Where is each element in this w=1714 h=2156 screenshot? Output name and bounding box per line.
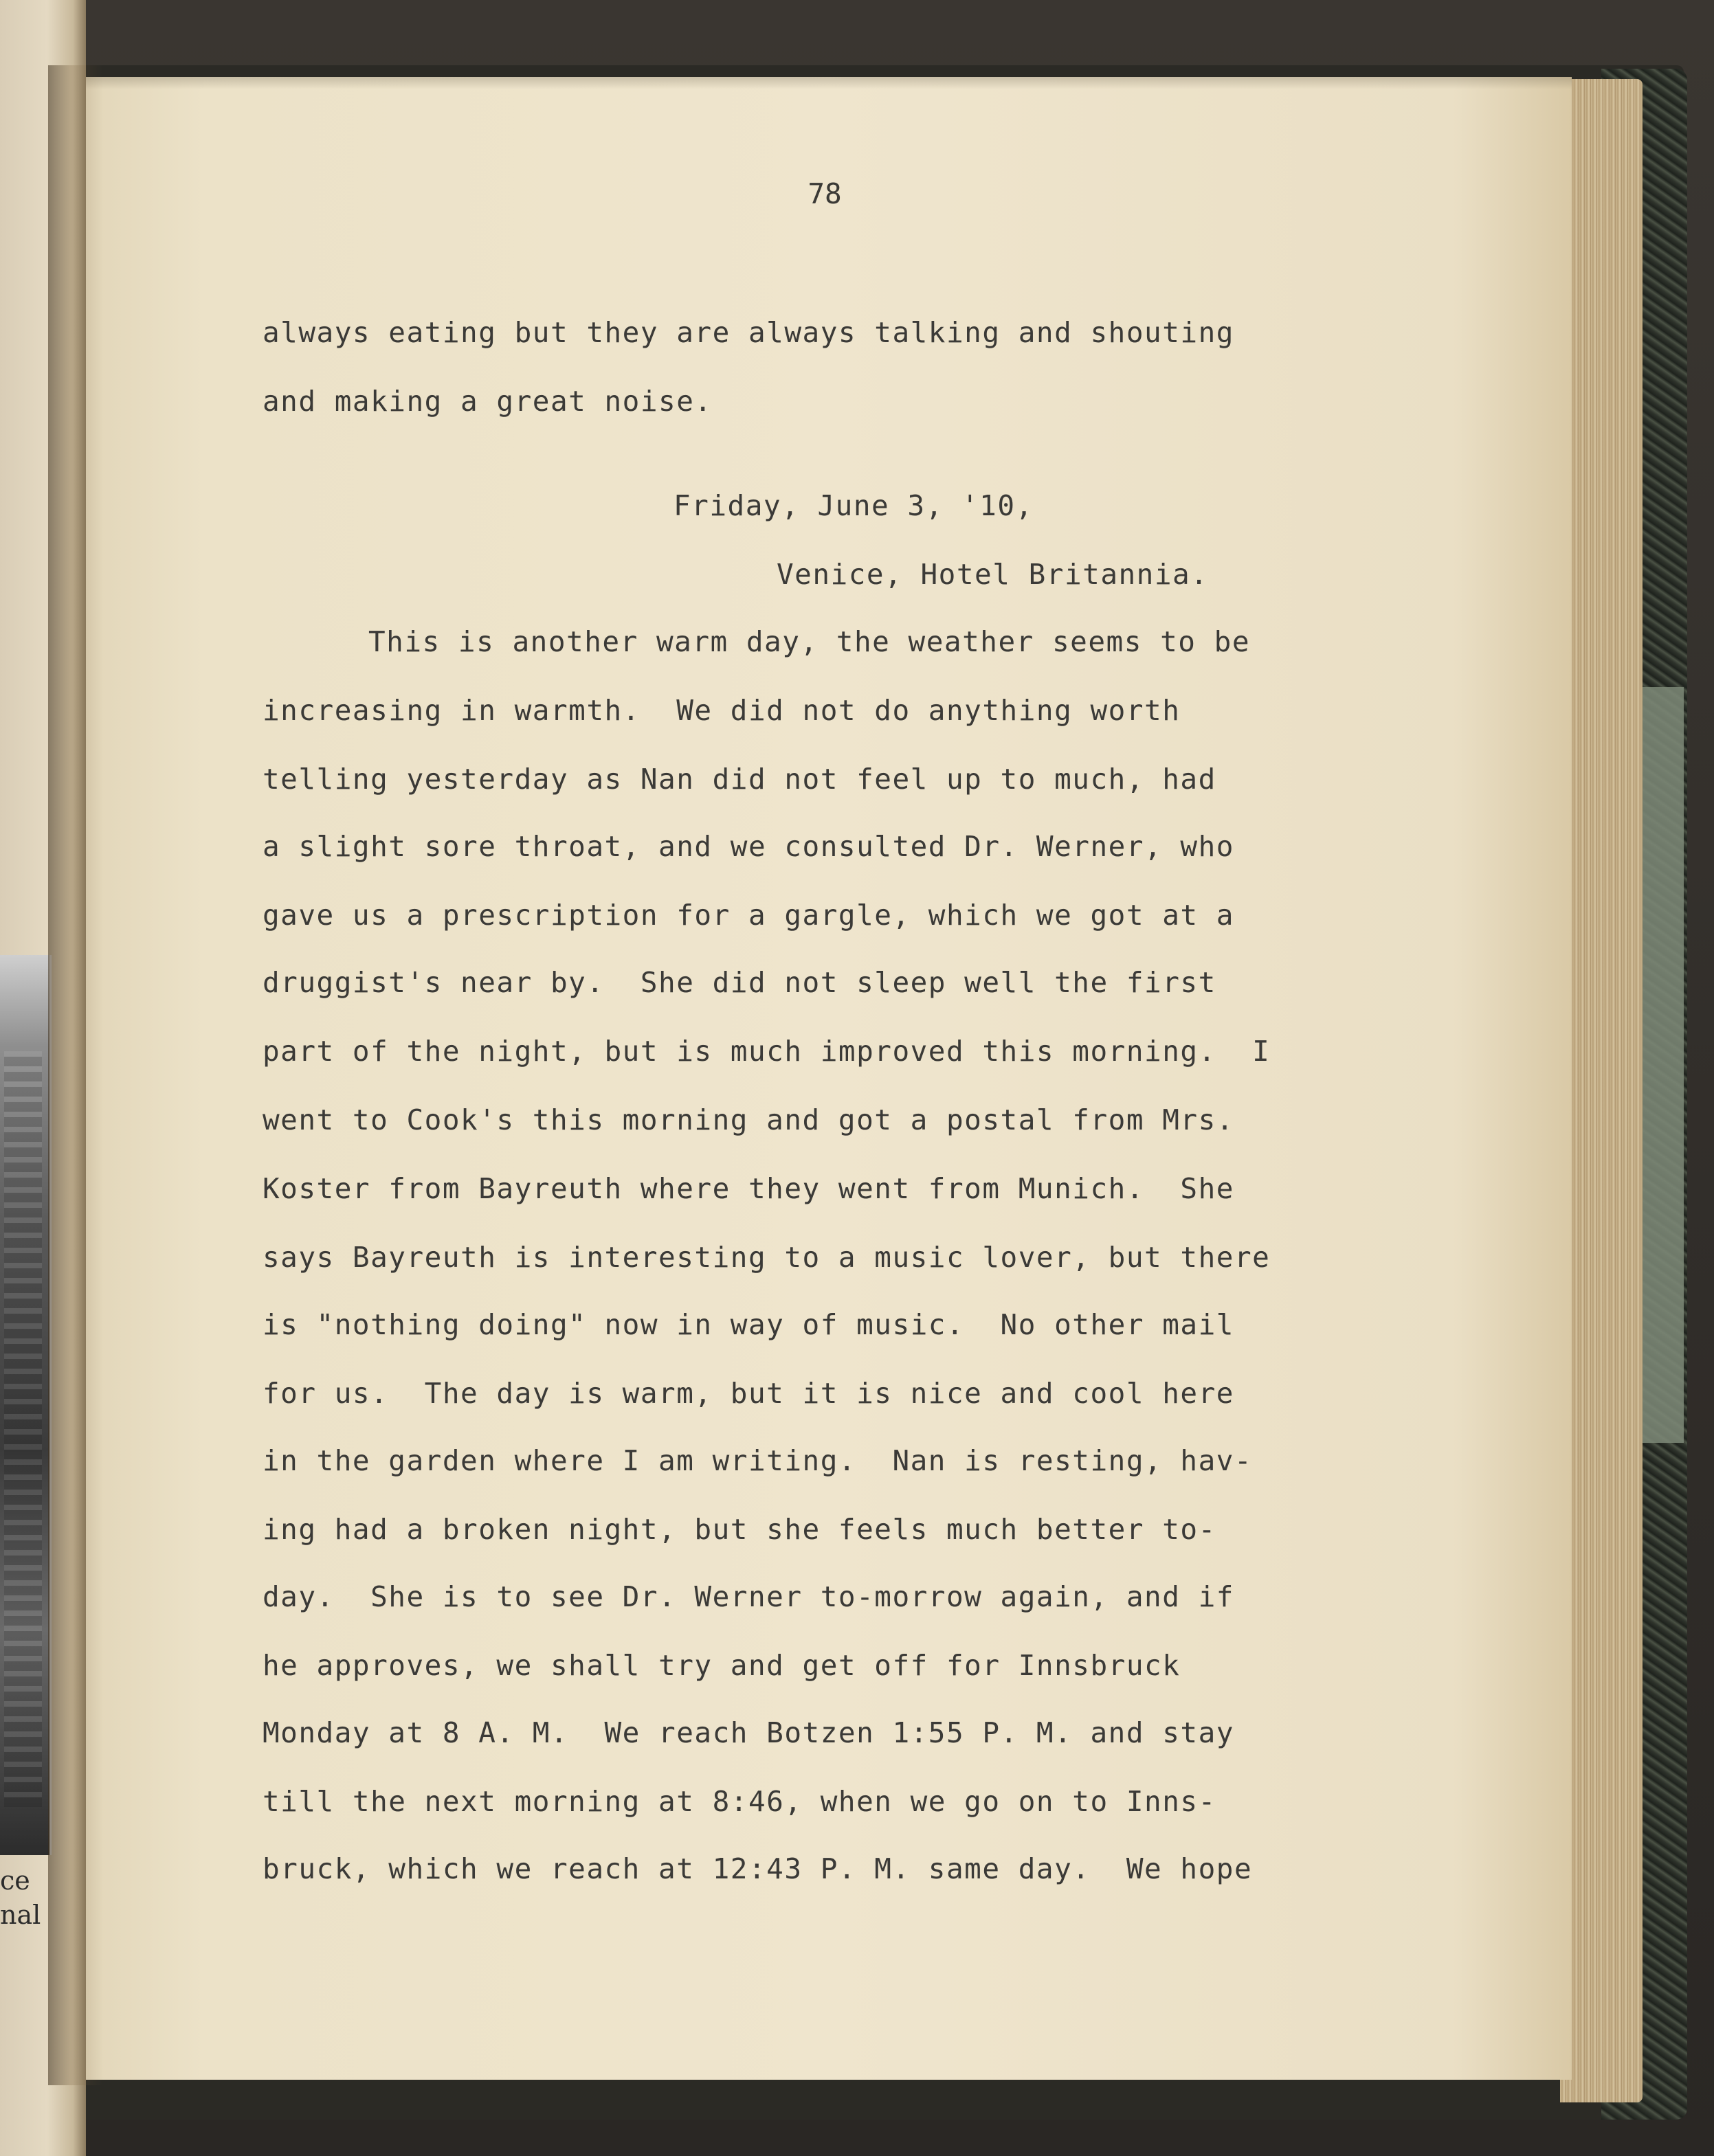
- text-line: he approves, we shall try and get off for Innsbruck: [263, 1649, 1181, 1682]
- placeline: Venice, Hotel Britannia.: [777, 558, 1209, 591]
- caption-line: nal: [0, 1900, 41, 1930]
- text-line: ing had a broken night, but she feels much better to-: [263, 1513, 1216, 1546]
- text-line: says Bayreuth is interesting to a music lover, but there: [263, 1241, 1271, 1274]
- text-line: Monday at 8 A. M. We reach Botzen 1:55 P. M. and stay: [263, 1716, 1234, 1749]
- text-line: increasing in warmth. We did not do anything worth: [263, 694, 1181, 727]
- caption-line: ce: [0, 1865, 30, 1896]
- text-line: Koster from Bayreuth where they went from Munich. She: [263, 1172, 1234, 1205]
- text-line: bruck, which we reach at 12:43 P. M. same day. We hope: [263, 1852, 1253, 1885]
- text-line: This is another warm day, the weather seems to be: [368, 625, 1251, 658]
- text-line: in the garden where I am writing. Nan is resting, hav-: [263, 1444, 1253, 1477]
- text-line: part of the night, but is much improved this morning. I: [263, 1035, 1271, 1068]
- dateline: Friday, June 3, '10,: [674, 489, 1034, 522]
- page-number: 78: [808, 177, 842, 210]
- text-line: went to Cook's this morning and got a postal from Mrs.: [263, 1103, 1234, 1136]
- text-line: always eating but they are always talking and shouting: [263, 316, 1234, 349]
- text-line: druggist's near by. She did not sleep well the first: [263, 966, 1216, 999]
- text-line: for us. The day is warm, but it is nice and cool here: [263, 1377, 1234, 1410]
- text-line: gave us a prescription for a gargle, which we got at a: [263, 899, 1234, 932]
- text-line: day. She is to see Dr. Werner to-morrow again, and if: [263, 1580, 1234, 1613]
- text-line: till the next morning at 8:46, when we go on to Inns-: [263, 1785, 1216, 1818]
- text-line: a slight sore throat, and we consulted Dr. Werner, who: [263, 830, 1234, 863]
- text-line: telling yesterday as Nan did not feel up to much, had: [263, 763, 1216, 796]
- text-line: and making a great noise.: [263, 385, 713, 418]
- text-line: is "nothing doing" now in way of music. No other mail: [263, 1308, 1234, 1341]
